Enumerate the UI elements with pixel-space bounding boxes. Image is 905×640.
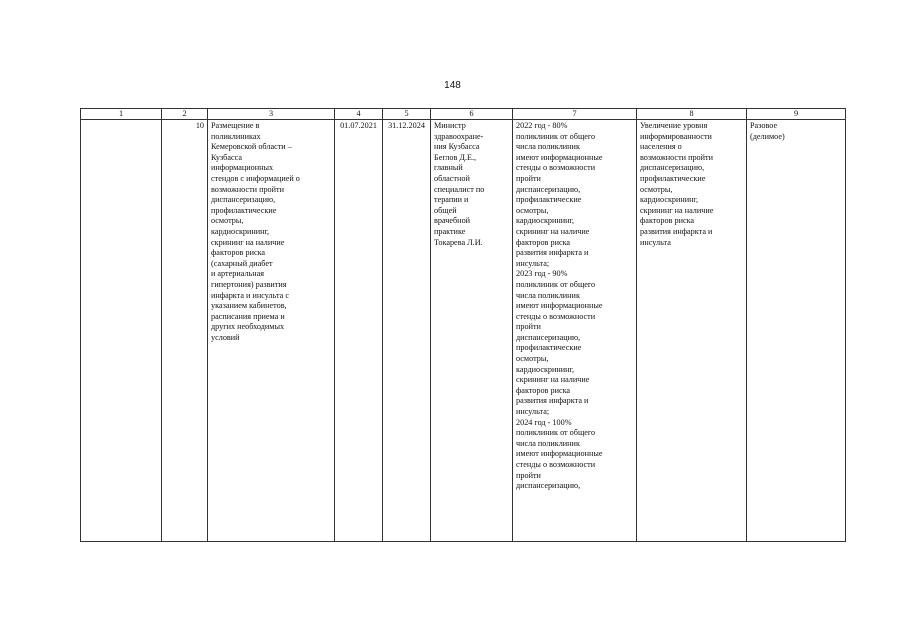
table-row <box>81 120 846 542</box>
column-header-4: 4 <box>335 109 383 120</box>
column-header-9: 9 <box>747 109 846 120</box>
type-text: Разовое (делимое) <box>750 121 785 141</box>
document-table <box>80 108 846 542</box>
end-date: 31.12.2024 <box>388 121 425 130</box>
result-text: Увеличение уровня информированности населения о возможности пройти диспансеризацию, профилактические осмотры, кардиоскрининг, скрининг на наличие факторов риска развития инфаркта и инсульта <box>640 121 714 247</box>
cell-indicators <box>513 120 637 542</box>
column-header-8: 8 <box>637 109 747 120</box>
table-header-row <box>81 109 846 120</box>
page-number: 148 <box>444 80 461 91</box>
cell-end-date <box>383 120 431 542</box>
column-header-6: 6 <box>431 109 513 120</box>
cell-activity <box>208 120 335 542</box>
responsible-text: Министр здравоохране- ния Кузбасса Беглов Д.Е., главный областной специалист по терапии и общей врачебной практике Токарева Л.И. <box>434 121 485 247</box>
cell-responsible <box>431 120 513 542</box>
activity-text: Размещение в поликлиниках Кемеровской области – Кузбасса информационных стендов с информацией о возможности пройти диспансеризацию, профилактические осмотры, кардиоскрининг, скрининг на наличие факторов риска (сахарный диабет и артериальная гипертония) развития инфаркта и инсульта с указанием кабинетов, расписания приема и других необходимых условий <box>211 121 300 342</box>
column-header-2: 2 <box>162 109 208 120</box>
indicators-text: 2022 год - 80% поликлиник от общего числа поликлиник имеют информационные стенды о возможности пройти диспансеризацию, профилактические осмотры, кардиоскрининг, скрининг на наличие факторов риска развития инфаркта и инсульта; 2023 год - 90% поликлиник от общего числа поликлиник имеют информационные стенды о возможности пройти диспансеризацию, профилактические осмотры, кардиоскрининг, скрининг на наличие факторов риска развития инфаркта и инсульта; 2024 год - 100% поликлиник от общего числа поликлиник имеют информационные стенды о возможности пройти диспансеризацию, <box>516 121 603 491</box>
start-date: 01.07.2021 <box>340 121 377 130</box>
column-header-1: 1 <box>81 109 162 120</box>
cell-result <box>637 120 747 542</box>
cell-col1 <box>81 120 162 542</box>
item-number: 10 <box>195 121 204 130</box>
cell-item-number <box>162 120 208 542</box>
column-header-5: 5 <box>383 109 431 120</box>
column-header-3: 3 <box>208 109 335 120</box>
cell-type <box>747 120 846 542</box>
column-header-7: 7 <box>513 109 637 120</box>
cell-start-date <box>335 120 383 542</box>
